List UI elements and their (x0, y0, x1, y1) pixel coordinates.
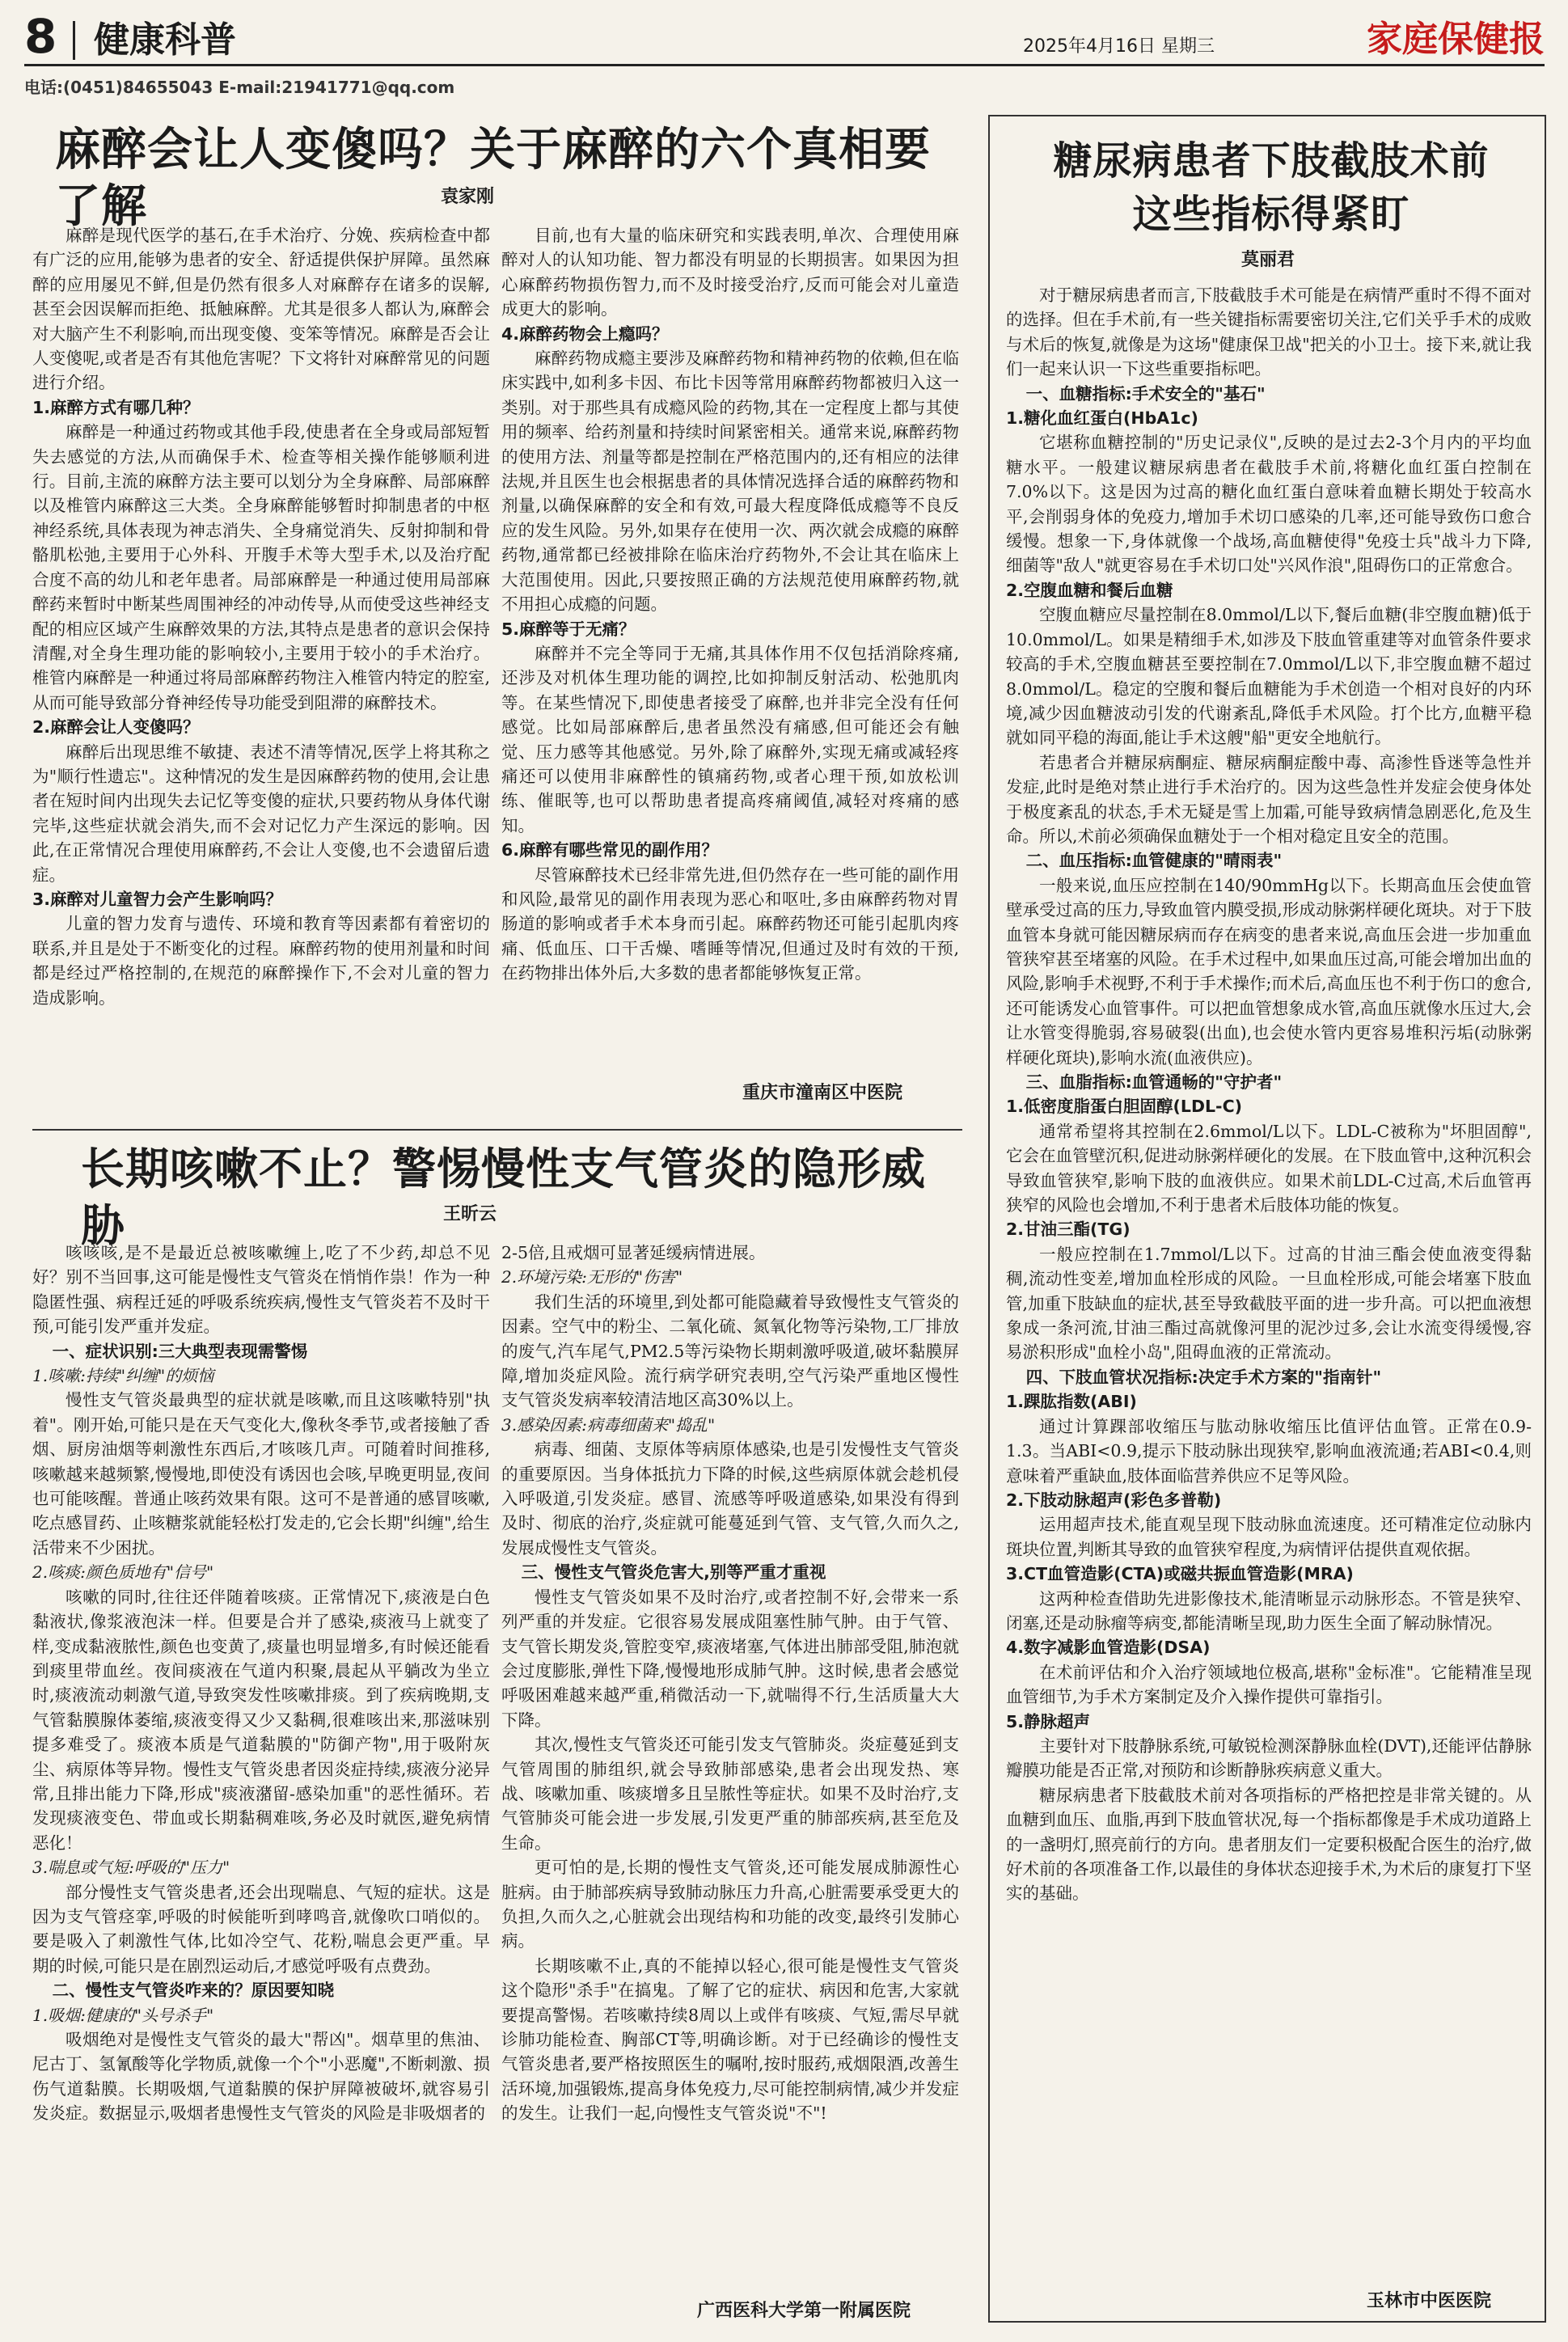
subheading: 1.糖化血红蛋白(HbA1c) (1006, 408, 1198, 429)
paragraph: 在术前评估和介入治疗领域地位极高,堪称"金标准"。它能精准呈现血管细节,为手术方案制定及介入操作提供可靠指引。 (1006, 1662, 1532, 1707)
article3-org: 玉林市中医医院 (1367, 2291, 1492, 2311)
subheading: 6.麻醉有哪些常见的副作用？ (501, 840, 719, 860)
subheading: 1.麻醉方式有哪几种？ (32, 397, 200, 417)
article3-body (1006, 283, 1532, 2281)
paragraph: 目前,也有大量的临床研究和实践表明,单次、合理使用麻醉对人的认知功能、智力都没有明显的长期损害。如果因为担心麻醉药物损伤智力,而不及时接受治疗,反而可能会对儿童造成更大的影响。 (501, 226, 959, 319)
paragraph: 其次,慢性支气管炎还可能引发支气管肺炎。炎症蔓延到支气管周围的肺组织,就会导致肺部感染,患者会出现发热、寒战、咳嗽加重、咳痰增多且呈脓性等症状。如果不及时治疗,支气管肺炎可能会进一步发展,引发更严重的肺部疾病,甚至危及生命。 (501, 1735, 959, 1853)
article2-org: 广西医科大学第一附属医院 (697, 2301, 911, 2321)
subheading: 2.咳痰:颜色质地有"信号" (32, 1562, 214, 1583)
paragraph: 麻醉并不完全等同于无痛,其具体作用不仅包括消除疼痛,还涉及对机体生理功能的调控,比如抑制反射活动、松弛肌肉等。在某些情况下,即使患者接受了麻醉,也并非完全没有任何感觉。比如局部麻醉后,患者虽然没有痛感,但可能还会有触觉、压力感等其他感觉。另外,除了麻醉外,实现无痛或减轻疼痛还可以使用非麻醉性的镇痛药物,或者心理干预,如放松训练、催眠等,也可以帮助患者提高疼痛阈值,减轻对疼痛的感知。 (501, 643, 959, 835)
subheading: 2.下肢动脉超声(彩色多普勒) (1006, 1490, 1222, 1510)
paragraph: 糖尿病患者下肢截肢术前对各项指标的严格把控是非常关键的。从血糖到血压、血脂,再到下肢血管状况,每一个指标都像是手术成功道路上的一盏明灯,照亮前行的方向。患者朋友们一定要积极配合医生的治疗,做好术前的各项准备工作,以最佳的身体状态迎接手术,为术后的康复打下坚实的基础。 (1006, 1785, 1532, 1904)
article3-title-line2: 这些指标得紧盯 (1132, 192, 1410, 237)
article1-col2 (501, 223, 959, 1071)
section-heading: 三、血脂指标:血管通畅的"守护者" (1025, 1072, 1283, 1092)
article2-col2 (501, 1241, 959, 2290)
paragraph: 麻醉是一种通过药物或其他手段,使患者在全身或局部短暂失去感觉的方法,从而确保手术、检查等相关操作能够顺利进行。目前,主流的麻醉方法主要可以划分为全身麻醉、局部麻醉以及椎管内麻醉这三大类。全身麻醉能够暂时抑制患者的中枢神经系统,具体表现为神志消失、全身痛觉消失、反射抑制和骨骼肌松弛,主要用于心外科、开腹手术等大型手术,以及治疗配合度不高的幼儿和老年患者。局部麻醉是一种通过使用局部麻醉药来暂时中断某些周围神经的冲动传导,从而使受这些神经支配的相应区域产生麻醉效果的方法,其特点是患者的意识会保持清醒,对全身生理功能的影响较小,主要用于较小的手术治疗。椎管内麻醉是一种通过将局部麻醉药物注入椎管内特定的腔室,从而可能导致部分脊神经传导功能受到阻滞的麻醉技术。 (32, 422, 490, 712)
subheading: 1.踝肱指数(ABI) (1006, 1392, 1137, 1412)
subheading: 3.喘息或气短:呼吸的"压力" (32, 1858, 230, 1878)
subheading: 3.麻醉对儿童智力会产生影响吗？ (32, 889, 283, 909)
paragraph: 空腹血糖应尽量控制在8.0mmol/L以下,餐后血糖(非空腹血糖)低于10.0mmol/L。如果是精细手术,如涉及下肢血管重建等对血管条件要求较高的手术,空腹血糖甚至要控制在7.0mmol/L以下,非空腹血糖不超过8.0mmol/L。稳定的空腹和餐后血糖能为手术创造一个相对良好的内环境,减少因血糖波动引发的代谢紊乱,降低手术风险。打个比方,血糖平稳就如同平稳的海面,能让手术这艘"船"更安全地航行。 (1006, 605, 1532, 748)
subheading: 2.甘油三酯(TG) (1006, 1220, 1131, 1240)
subheading: 2.麻醉会让人变傻吗？ (32, 717, 200, 738)
article1-author: 袁家刚 (441, 187, 495, 207)
subheading: 3.CT血管造影(CTA)或磁共振血管造影(MRA) (1006, 1564, 1354, 1584)
article2-author: 王昕云 (443, 1204, 497, 1224)
paragraph: 咳咳咳,是不是最近总被咳嗽缠上,吃了不少药,却总不见好？别不当回事,这可能是慢性支气管炎在悄悄作祟！作为一种隐匿性强、病程迁延的呼吸系统疾病,慢性支气管炎若不及时干预,可能引发严重并发症。 (32, 1243, 490, 1337)
subheading: 1.低密度脂蛋白胆固醇(LDL-C) (1006, 1097, 1242, 1117)
header-divider (73, 21, 75, 60)
paragraph: 主要针对下肢静脉系统,可敏锐检测深静脉血栓(DVT),还能评估静脉瓣膜功能是否正常,对预防和诊断静脉疾病意义重大。 (1006, 1735, 1532, 1781)
newspaper-title: 家庭保健报 (1367, 19, 1545, 60)
contact-line: 电话:(0451)84655043 E-mail:21941771@qq.com (24, 78, 455, 97)
section-heading: 四、下肢血管状况指标:决定手术方案的"指南针" (1025, 1367, 1382, 1387)
section-heading: 三、慢性支气管炎危害大,别等严重才重视 (521, 1562, 826, 1583)
article1-title: 麻醉会让人变傻吗？关于麻醉的六个真相要了解 (55, 123, 931, 233)
section-heading: 一、血糖指标:手术安全的"基石" (1025, 383, 1266, 404)
paragraph: 通过计算踝部收缩压与肱动脉收缩压比值评估血管。正常在0.9-1.3。当ABI<0.9,提示下肢动脉出现狭窄,影响血液流通;若ABI<0.4,则意味着严重缺血,肢体面临营养供应不足等风险。 (1006, 1416, 1532, 1486)
paragraph: 麻醉后出现思维不敏捷、表述不清等情况,医学上将其称之为"顺行性遗忘"。这种情况的发生是因麻醉药物的使用,会让患者在短时间内出现失去记忆等变傻的症状,只要药物从身体代谢完毕,这些症状就会消失,而不会对记忆力产生深远的影响。因此,在正常情况合理使用麻醉药,不会让人变傻,也不会遗留后遗症。 (32, 742, 490, 885)
subheading: 2.空腹血糖和餐后血糖 (1006, 580, 1173, 600)
article3-title-line1: 糖尿病患者下肢截肢术前 (1053, 138, 1490, 184)
subheading: 4.数字减影血管造影(DSA) (1006, 1638, 1211, 1658)
paragraph: 尽管麻醉技术已经非常先进,但仍然存在一些可能的副作用和风险,最常见的副作用表现为恶心和呕吐,多由麻醉药物对胃肠道的影响或者手术本身而引起。麻醉药物还可能引起肌肉疼痛、低血压、口干舌燥、嗜睡等情况,但通过及时有效的干预,在药物排出体外后,大多数的患者都能够恢复正常。 (501, 865, 959, 983)
paragraph: 一般来说,血压应控制在140/90mmHg以下。长期高血压会使血管壁承受过高的压力,导致血管内膜受损,形成动脉粥样硬化斑块。对于下肢血管本身就可能因糖尿病而存在病变的患者来说,高血压会进一步加重血管狭窄甚至堵塞的风险。在手术过程中,如果血压过高,可能会增加出血的风险,影响手术视野,不利于手术操作;而术后,高血压也不利于伤口的愈合,还可能诱发心血管事件。可以把血管想象成水管,高血压就像水压过大,会让水管变得脆弱,容易破裂(出血),也会使水管内更容易堆积污垢(动脉粥样硬化斑块),影响水流(血液供应)。 (1006, 875, 1532, 1067)
subheading: 1.咳嗽:持续"纠缠"的烦恼 (32, 1366, 214, 1386)
section-name: 健康科普 (94, 19, 236, 61)
paragraph: 咳嗽的同时,往往还伴随着咳痰。正常情况下,痰液是白色黏液状,像浆液泡沫一样。但要是合并了感染,痰液马上就变了样,变成黏液脓性,颜色也变黄了,痰量也明显增多,有时候还能看到痰里带血丝。夜间痰液在气道内积聚,晨起从平躺改为坐立时,痰液流动刺激气道,导致突发性咳嗽排痰。到了疾病晚期,支气管黏膜腺体萎缩,痰液变得又少又黏稠,很难咳出来,那滋味别提多难受了。痰液本质是气道黏膜的"防御产物",用于吸附灰尘、病原体等异物。慢性支气管炎患者因炎症持续,痰液分泌异常,且排出能力下降,形成"痰液潴留-感染加重"的恶性循环。若发现痰液变色、带血或长期黏稠难咳,务必及时就医,避免病情恶化！ (32, 1587, 490, 1853)
article2-col1 (32, 1241, 490, 2319)
subheading: 4.麻醉药物会上瘾吗？ (501, 323, 669, 344)
article1-org: 重庆市潼南区中医院 (742, 1083, 903, 1103)
article3-author: 莫丽君 (1241, 250, 1295, 270)
paragraph: 通常希望将其控制在2.6mmol/L以下。LDL-C被称为"坏胆固醇",它会在血管壁沉积,促进动脉粥样硬化的发展。在下肢血管中,这种沉积会导致血管狭窄,影响下肢的血液供应。如果术前LDL-C过高,术后血管再狭窄的风险也会增加,不利于患者术后肢体功能的恢复。 (1006, 1121, 1532, 1215)
article-divider (32, 1129, 962, 1131)
paragraph: 麻醉药物成瘾主要涉及麻醉药物和精神药物的依赖,但在临床实践中,如利多卡因、布比卡因等常用麻醉药物都被归入这一类别。对于那些具有成瘾风险的药物,其在一定程度上都与其使用的频率、给药剂量和持续时间紧密相关。通常来说,麻醉药物的使用方法、剂量等都是控制在严格范围内的,还有相应的法律法规,并且医生也会根据患者的具体情况选择合适的麻醉药物和剂量,以确保麻醉的安全和有效,可最大程度降低成瘾等不良反应的发生风险。另外,如果存在使用一次、两次就会成瘾的麻醉药物,通常都已经被排除在临床治疗药物外,不会让其在临床上大范围使用。因此,只要按照正确的方法规范使用麻醉药物,就不用担心成瘾的问题。 (501, 349, 959, 615)
paragraph: 部分慢性支气管炎患者,还会出现喘息、气短的症状。这是因为支气管痉挛,呼吸的时候能听到哮鸣音,就像吹口哨似的。要是吸入了刺激性气体,比如冷空气、花粉,喘息会更严重。早期的时候,可能只是在剧烈运动后,才感觉呼吸有点费劲。 (32, 1882, 490, 1976)
paragraph: 儿童的智力发育与遗传、环境和教育等因素都有着密切的联系,并且是处于不断变化的过程。麻醉药物的使用剂量和时间都是经过严格控制的,在规范的麻醉操作下,不会对儿童的智力造成影响。 (32, 914, 490, 1008)
subheading: 2.环境污染:无形的"伤害" (501, 1267, 683, 1287)
article1-col1 (32, 223, 490, 1122)
issue-date: 2025年4月16日 星期三 (1023, 36, 1215, 57)
paragraph: 一般应控制在1.7mmol/L以下。过高的甘油三酯会使血液变得黏稠,流动性变差,增加血栓形成的风险。一旦血栓形成,可能会堵塞下肢血管,加重下肢缺血的症状,甚至导致截肢平面的进一步升高。可以把血液想象成一条河流,甘油三酯过高就像河里的泥沙过多,会让水流变得缓慢,容易淤积形成"血栓小岛",阻碍血液的正常流动。 (1006, 1244, 1532, 1363)
section-heading: 二、慢性支气管炎咋来的？原因要知晓 (52, 1981, 335, 2001)
subheading: 1.吸烟:健康的"头号杀手" (32, 2005, 214, 2025)
paragraph: 慢性支气管炎如果不及时治疗,或者控制不好,会带来一系列严重的并发症。它很容易发展成阻塞性肺气肿。由于气管、支气管长期发炎,管腔变窄,痰液堵塞,气体进出肺部受阻,肺泡就会过度膨胀,弹性下降,慢慢地形成肺气肿。这时候,患者会感觉呼吸困难越来越严重,稍微活动一下,就喘得不行,生活质量大大下降。 (501, 1587, 959, 1730)
paragraph: 更可怕的是,长期的慢性支气管炎,还可能发展成肺源性心脏病。由于肺部疾病导致肺动脉压力升高,心脏需要承受更大的负担,久而久之,心脏就会出现结构和功能的改变,最终引发肺心病。 (501, 1858, 959, 1951)
paragraph: 麻醉是现代医学的基石,在手术治疗、分娩、疾病检查中都有广泛的应用,能够为患者的安全、舒适提供保护屏障。虽然麻醉的应用屡见不鲜,但是仍然有很多人对麻醉存在诸多的误解,甚至会因误解而拒绝、抵触麻醉。尤其是很多人都认为,麻醉会对大脑产生不利影响,而出现变傻、变笨等情况。麻醉是否会让人变傻呢,或者是否有其他危害呢？下文将针对麻醉常见的问题进行介绍。 (32, 226, 490, 393)
paragraph: 2-5倍,且戒烟可显著延缓病情进展。 (501, 1243, 766, 1262)
paragraph: 我们生活的环境里,到处都可能隐藏着导致慢性支气管炎的因素。空气中的粉尘、二氧化硫、氮氧化物等污染物,工厂排放的废气,汽车尾气,PM2.5等污染物长期刺激呼吸道,破坏黏膜屏障,增加炎症风险。流行病学研究表明,空气污染严重地区慢性支气管炎发病率较清洁地区高30%以上。 (501, 1291, 959, 1410)
subheading: 5.麻醉等于无痛？ (501, 619, 636, 639)
subheading: 5.静脉超声 (1006, 1711, 1091, 1731)
paragraph: 病毒、细菌、支原体等病原体感染,也是引发慢性支气管炎的重要原因。当身体抵抗力下降的时候,这些病原体就会趁机侵入呼吸道,引发炎症。感冒、流感等呼吸道感染,如果没有得到及时、彻底的治疗,炎症就可能蔓延到气管、支气管,久而久之,发展成慢性支气管炎。 (501, 1439, 959, 1558)
paragraph: 运用超声技术,能直观呈现下肢动脉血流速度。还可精准定位动脉内斑块位置,判断其导致的血管狭窄程度,为病情评估提供直观依据。 (1006, 1515, 1532, 1559)
paragraph: 这两种检查借助先进影像技术,能清晰显示动脉形态。不管是狭窄、闭塞,还是动脉瘤等病变,都能清晰呈现,助力医生全面了解动脉情况。 (1006, 1588, 1532, 1633)
article2-title: 长期咳嗽不止？警惕慢性支气管炎的隐形威胁 (81, 1143, 926, 1251)
paragraph: 对于糖尿病患者而言,下肢截肢手术可能是在病情严重时不得不面对的选择。但在手术前,有一些关键指标需要密切关注,它们关乎手术的成败与术后的恢复,就像是为这场"健康保卫战"把关的小卫士。接下来,就让我们一起来认识一下这些重要指标吧。 (1006, 285, 1532, 379)
paragraph: 长期咳嗽不止,真的不能掉以轻心,很可能是慢性支气管炎这个隐形"杀手"在搞鬼。了解了它的症状、病因和危害,大家就要提高警惕。若咳嗽持续8周以上或伴有咳痰、气短,需尽早就诊肺功能检查、胸部CT等,明确诊断。对于已经确诊的慢性支气管炎患者,要严格按照医生的嘱咐,按时服药,戒烟限酒,改善生活环境,加强锻炼,提高身体免疫力,尽可能控制病情,减少并发症的发生。让我们一起,向慢性支气管炎说"不"! (501, 1955, 959, 2124)
page-number: 8 (24, 9, 57, 64)
paragraph: 慢性支气管炎最典型的症状就是咳嗽,而且这咳嗽特别"执着"。刚开始,可能只是在天气变化大,像秋冬季节,或者接触了香烟、厨房油烟等刺激性东西后,才咳咳几声。可随着时间推移,咳嗽越来越频繁,慢慢地,即使没有诱因也会咳,早晚更明显,夜间也可能咳醒。普通止咳药效果有限。这可不是普通的感冒咳嗽,吃点感冒药、止咳糖浆就能轻松打发走的,它会长期"纠缠",给生活带来不少困扰。 (32, 1390, 490, 1558)
subheading: 3.感染因素:病毒细菌来"捣乱" (501, 1414, 716, 1435)
section-heading: 二、血压指标:血管健康的"晴雨表" (1025, 851, 1283, 871)
paragraph: 吸烟绝对是慢性支气管炎的最大"帮凶"。烟草里的焦油、尼古丁、氢氰酸等化学物质,就像一个个"小恶魔",不断刺激、损伤气道黏膜。长期吸烟,气道黏膜的保护屏障被破坏,就容易引发炎症。数据显示,吸烟者患慢性支气管炎的风险是非吸烟者的 (32, 2030, 490, 2124)
paragraph: 它堪称血糖控制的"历史记录仪",反映的是过去2-3个月内的平均血糖水平。一般建议糖尿病患者在截肢手术前,将糖化血红蛋白控制在7.0%以下。这是因为过高的糖化血红蛋白意味着血糖长期处于较高水平,会削弱身体的免疫力,增加手术切口感染的几率,还可能导致伤口愈合缓慢。想象一下,身体就像一个战场,高血糖使得"免疫士兵"战斗力下降,细菌等"敌人"就更容易在手术切口处"兴风作浪",阻碍伤口的正常愈合。 (1006, 433, 1532, 576)
paragraph: 若患者合并糖尿病酮症、糖尿病酮症酸中毒、高渗性昏迷等急性并发症,此时是绝对禁止进行手术治疗的。因为这些急性并发症会使身体处于极度紊乱的状态,手术无疑是雪上加霜,可能导致病情急剧恶化,危及生命。所以,术前必须确保血糖处于一个相对稳定且安全的范围。 (1006, 752, 1532, 846)
section-heading: 一、症状识别:三大典型表现需警惕 (52, 1341, 308, 1361)
page-header (24, 9, 1545, 66)
